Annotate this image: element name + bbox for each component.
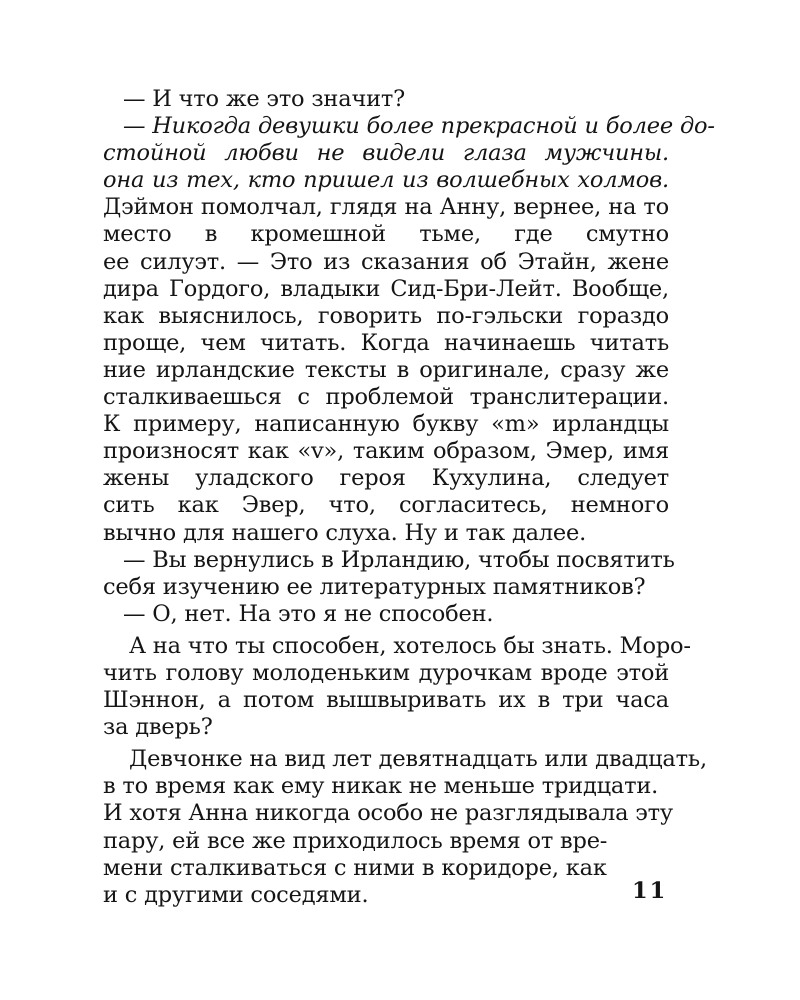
text-line: мени сталкиваться с ними в коридоре, как <box>103 854 607 881</box>
text-line: чить голову молоденьким дурочкам вроде этой <box>103 659 669 686</box>
text-line: — Никогда девушки более прекрасной и более до- <box>123 113 715 140</box>
text-line: произносят как «v», таким образом, Эмер, имя <box>103 438 669 465</box>
text-line: она из тех, кто пришел из волшебных холмов. <box>103 167 669 194</box>
text-line: сталкиваешься с проблемой транслитерации. <box>103 384 669 411</box>
text-line: — О, нет. На это я не способен. <box>123 600 494 627</box>
text-line: как выяснилось, говорить по-гэльски гораздо <box>103 302 669 329</box>
text-line: за дверь? <box>103 714 213 741</box>
body-text <box>103 86 715 909</box>
text-line: место в кромешной тьме, где смутно <box>103 221 669 248</box>
text-line: Дэймон помолчал, глядя на Анну, вернее, на то <box>103 194 669 221</box>
text-line: и с другими соседями. <box>103 881 369 908</box>
text-line: Шэннон, а потом вышвыривать их в три часа <box>103 687 669 714</box>
text-line: Девчонке на вид лет девятнадцать или двадцать, <box>129 746 707 773</box>
text-line: сить как Эвер, что, согласитесь, немного <box>103 492 669 519</box>
page-number: 11 <box>632 878 668 904</box>
text-line: себя изучению ее литературных памятников? <box>103 573 646 600</box>
text-line: — И что же это значит? <box>123 86 406 112</box>
text-line: дира Гордого, владыки Сид-Бри-Лейт. Вообще, <box>103 275 669 302</box>
text-line: А на что ты способен, хотелось бы знать. Моро- <box>129 632 691 659</box>
text-line: — Вы вернулись в Ирландию, чтобы посвятить <box>123 546 675 573</box>
text-line: ее силуэт. — Это из сказания об Этайн, жене <box>103 248 669 275</box>
text-line: К примеру, написанную букву «m» ирландцы <box>103 411 669 438</box>
text-line: жены уладского героя Кухулина, следует <box>103 465 669 492</box>
text-line: проще, чем читать. Когда начинаешь читать <box>103 329 669 356</box>
text-line: пару, ей все же приходилось время от вре- <box>103 827 608 854</box>
text-line: И хотя Анна никогда особо не разглядывала эту <box>103 800 673 827</box>
text-line: в то время как ему никак не меньше тридцати. <box>103 773 659 800</box>
text-line: вычно для нашего слуха. Ну и так далее. <box>103 519 587 546</box>
text-line: стойной любви не видели глаза мужчины. <box>103 140 669 167</box>
text-line: ние ирландские тексты в оригинале, сразу же <box>103 356 669 383</box>
